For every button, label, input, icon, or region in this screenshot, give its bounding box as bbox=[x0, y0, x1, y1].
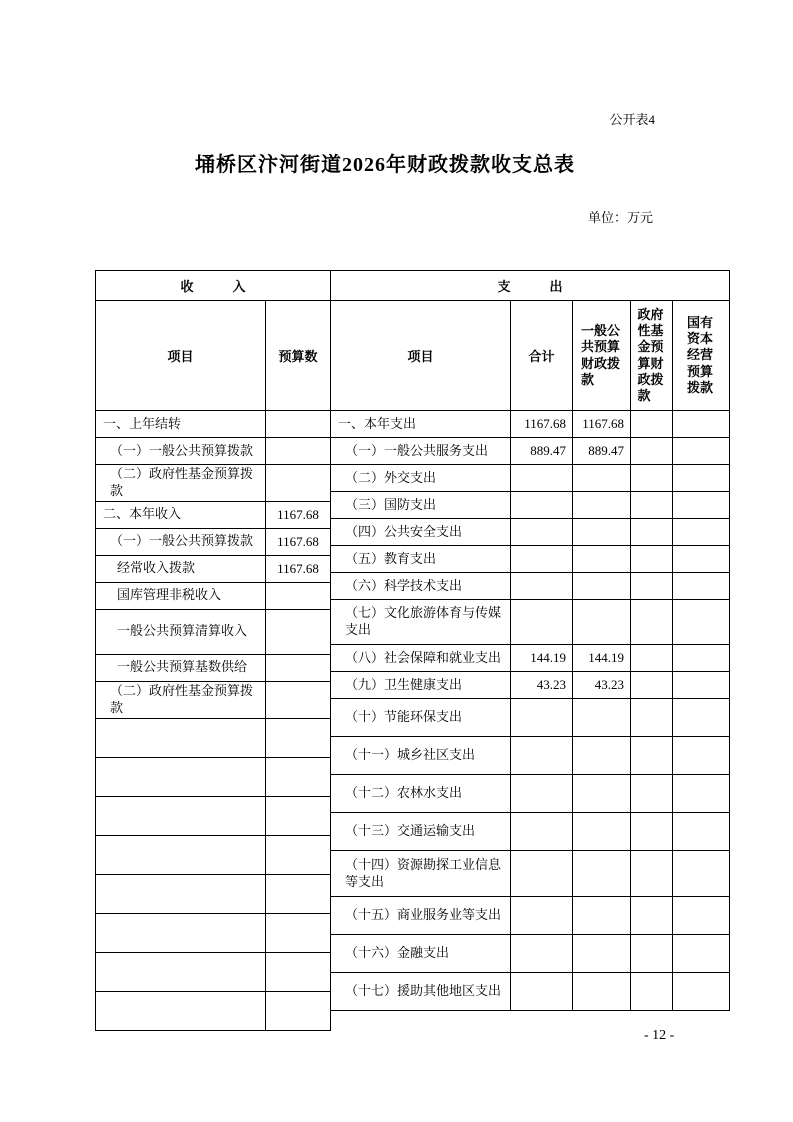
table-row bbox=[96, 681, 331, 718]
income-item-cell: （一）一般公共预算拨款 bbox=[96, 528, 266, 555]
expense-capital-cell bbox=[673, 737, 730, 775]
expense-general-cell bbox=[573, 737, 631, 775]
table-row bbox=[96, 654, 331, 681]
expense-item-cell: （十五）商业服务业等支出 bbox=[331, 897, 511, 935]
expense-total-cell bbox=[511, 699, 573, 737]
expense-fund-cell bbox=[631, 973, 673, 1011]
income-item-cell: 二、本年收入 bbox=[96, 501, 266, 528]
expense-general-cell bbox=[573, 465, 631, 492]
expense-capital-cell bbox=[673, 600, 730, 645]
expense-general-cell bbox=[573, 775, 631, 813]
table-row bbox=[331, 411, 730, 438]
expense-general-cell: 43.23 bbox=[573, 672, 631, 699]
expense-capital-cell bbox=[673, 973, 730, 1011]
table-row bbox=[96, 796, 331, 835]
expense-column-header-row bbox=[331, 301, 730, 411]
expense-general-cell bbox=[573, 699, 631, 737]
expense-section bbox=[330, 270, 730, 1011]
table-row bbox=[331, 600, 730, 645]
expense-fund-cell bbox=[631, 935, 673, 973]
expense-fund-cell bbox=[631, 573, 673, 600]
budget-table bbox=[95, 270, 730, 1031]
expense-general-cell bbox=[573, 813, 631, 851]
income-item-cell: （一）一般公共预算拨款 bbox=[96, 438, 266, 465]
expense-general-cell bbox=[573, 600, 631, 645]
expense-item-cell: （十六）金融支出 bbox=[331, 935, 511, 973]
expense-general-cell bbox=[573, 935, 631, 973]
expense-total-cell bbox=[511, 573, 573, 600]
income-item-cell bbox=[96, 991, 266, 1030]
table-row bbox=[96, 874, 331, 913]
table-row bbox=[96, 757, 331, 796]
expense-fund-col-header bbox=[631, 301, 673, 411]
expense-fund-cell bbox=[631, 897, 673, 935]
income-item-cell bbox=[96, 874, 266, 913]
expense-fund-cell bbox=[631, 465, 673, 492]
table-row bbox=[331, 737, 730, 775]
expense-capital-cell bbox=[673, 672, 730, 699]
table-row bbox=[331, 519, 730, 546]
expense-item-cell: （七）文化旅游体育与传媒支出 bbox=[331, 600, 511, 645]
income-budget-cell bbox=[266, 757, 331, 796]
expense-item-cell: （四）公共安全支出 bbox=[331, 519, 511, 546]
income-budget-cell: 1167.68 bbox=[266, 528, 331, 555]
income-budget-cell bbox=[266, 718, 331, 757]
expense-item-cell: （九）卫生健康支出 bbox=[331, 672, 511, 699]
expense-capital-cell bbox=[673, 465, 730, 492]
income-budget-cell bbox=[266, 874, 331, 913]
expense-total-cell bbox=[511, 465, 573, 492]
expense-item-cell: （二）外交支出 bbox=[331, 465, 511, 492]
expense-general-cell: 144.19 bbox=[573, 645, 631, 672]
expense-total-cell bbox=[511, 519, 573, 546]
income-column-header-row bbox=[96, 301, 331, 411]
expense-fund-cell bbox=[631, 672, 673, 699]
expense-capital-cell bbox=[673, 573, 730, 600]
income-item-cell bbox=[96, 796, 266, 835]
table-row bbox=[331, 935, 730, 973]
expense-general-cell: 889.47 bbox=[573, 438, 631, 465]
table-row bbox=[331, 573, 730, 600]
expense-fund-cell bbox=[631, 519, 673, 546]
income-item-cell: （二）政府性基金预算拨款 bbox=[96, 681, 266, 718]
table-row bbox=[331, 465, 730, 492]
table-row bbox=[331, 813, 730, 851]
expense-item-cell: （一）一般公共服务支出 bbox=[331, 438, 511, 465]
income-budget-cell bbox=[266, 913, 331, 952]
expense-total-cell bbox=[511, 973, 573, 1011]
expense-capital-cell bbox=[673, 699, 730, 737]
expense-fund-cell bbox=[631, 851, 673, 897]
expense-general-cell bbox=[573, 897, 631, 935]
income-header: 收 入 bbox=[96, 271, 331, 301]
income-section-header-row bbox=[96, 271, 331, 301]
table-row bbox=[331, 897, 730, 935]
expense-general-cell bbox=[573, 492, 631, 519]
expense-item-cell: （十）节能环保支出 bbox=[331, 699, 511, 737]
expense-fund-cell bbox=[631, 645, 673, 672]
expense-total-cell: 43.23 bbox=[511, 672, 573, 699]
page-number: - 12 - bbox=[644, 1028, 675, 1043]
expense-total-cell bbox=[511, 775, 573, 813]
expense-capital-cell bbox=[673, 851, 730, 897]
expense-total-cell bbox=[511, 600, 573, 645]
income-budget-cell bbox=[266, 835, 331, 874]
income-budget-cell bbox=[266, 681, 331, 718]
income-item-cell: 一般公共预算清算收入 bbox=[96, 609, 266, 654]
expense-capital-cell bbox=[673, 775, 730, 813]
expense-fund-cell bbox=[631, 546, 673, 573]
page-title: 埇桥区汴河街道2026年财政拨款收支总表 bbox=[195, 154, 575, 176]
table-row bbox=[331, 775, 730, 813]
expense-total-cell: 889.47 bbox=[511, 438, 573, 465]
expense-capital-col-header bbox=[673, 301, 730, 411]
expense-item-cell: （三）国防支出 bbox=[331, 492, 511, 519]
expense-section-header-row bbox=[331, 271, 730, 301]
table-row bbox=[331, 699, 730, 737]
income-budget-cell bbox=[266, 796, 331, 835]
income-item-cell: （二）政府性基金预算拨款 bbox=[96, 465, 266, 502]
expense-total-cell bbox=[511, 737, 573, 775]
income-item-col-header: 项目 bbox=[96, 301, 266, 411]
expense-item-col-header: 项目 bbox=[331, 301, 511, 411]
expense-capital-cell bbox=[673, 438, 730, 465]
expense-capital-cell bbox=[673, 411, 730, 438]
expense-general-cell bbox=[573, 546, 631, 573]
expense-total-cell bbox=[511, 851, 573, 897]
table-row bbox=[331, 438, 730, 465]
expense-total-cell bbox=[511, 935, 573, 973]
expense-fund-cell bbox=[631, 699, 673, 737]
table-row bbox=[331, 973, 730, 1011]
table-row bbox=[96, 582, 331, 609]
table-row bbox=[331, 851, 730, 897]
expense-item-cell: （六）科学技术支出 bbox=[331, 573, 511, 600]
expense-capital-cell bbox=[673, 813, 730, 851]
income-budget-cell bbox=[266, 438, 331, 465]
table-row bbox=[96, 411, 331, 438]
income-budget-cell: 1167.68 bbox=[266, 501, 331, 528]
income-item-cell bbox=[96, 835, 266, 874]
income-item-cell: 一、上年结转 bbox=[96, 411, 266, 438]
income-budget-cell bbox=[266, 465, 331, 502]
expense-capital-col-label: 国有资本经营预算拨款 bbox=[687, 314, 714, 395]
income-item-cell bbox=[96, 913, 266, 952]
expense-capital-cell bbox=[673, 546, 730, 573]
table-row bbox=[96, 952, 331, 991]
expense-total-cell: 1167.68 bbox=[511, 411, 573, 438]
table-row bbox=[96, 913, 331, 952]
table-row bbox=[96, 501, 331, 528]
table-row bbox=[96, 835, 331, 874]
income-item-cell bbox=[96, 757, 266, 796]
table-row bbox=[96, 718, 331, 757]
income-budget-cell bbox=[266, 654, 331, 681]
table-row bbox=[331, 645, 730, 672]
table-row bbox=[96, 465, 331, 502]
table-row bbox=[331, 546, 730, 573]
income-item-cell bbox=[96, 718, 266, 757]
income-budget-cell bbox=[266, 991, 331, 1030]
table-row bbox=[96, 609, 331, 654]
expense-general-cell bbox=[573, 851, 631, 897]
income-budget-cell bbox=[266, 609, 331, 654]
expense-capital-cell bbox=[673, 935, 730, 973]
expense-capital-cell bbox=[673, 519, 730, 546]
expense-item-cell: （十三）交通运输支出 bbox=[331, 813, 511, 851]
income-item-cell: 经常收入拨款 bbox=[96, 555, 266, 582]
expense-total-col-header: 合计 bbox=[511, 301, 573, 411]
expense-total-cell bbox=[511, 897, 573, 935]
expense-fund-cell bbox=[631, 813, 673, 851]
income-item-cell: 一般公共预算基数供给 bbox=[96, 654, 266, 681]
expense-fund-cell bbox=[631, 438, 673, 465]
expense-general-cell bbox=[573, 519, 631, 546]
expense-capital-cell bbox=[673, 492, 730, 519]
table-row bbox=[331, 492, 730, 519]
table-row bbox=[96, 555, 331, 582]
expense-capital-cell bbox=[673, 897, 730, 935]
income-section bbox=[95, 270, 331, 1031]
expense-capital-cell bbox=[673, 645, 730, 672]
unit-label: 单位：万元 bbox=[588, 210, 654, 225]
expense-fund-cell bbox=[631, 775, 673, 813]
expense-general-cell bbox=[573, 573, 631, 600]
income-budget-cell bbox=[266, 582, 331, 609]
expense-item-cell: （八）社会保障和就业支出 bbox=[331, 645, 511, 672]
expense-total-cell: 144.19 bbox=[511, 645, 573, 672]
expense-general-col-label: 一般公共预算财政拨款 bbox=[581, 323, 621, 387]
expense-item-cell: （十一）城乡社区支出 bbox=[331, 737, 511, 775]
corner-label: 公开表4 bbox=[609, 112, 655, 127]
expense-header: 支 出 bbox=[331, 271, 730, 301]
expense-item-cell: 一、本年支出 bbox=[331, 411, 511, 438]
expense-fund-cell bbox=[631, 411, 673, 438]
table-row bbox=[96, 991, 331, 1030]
income-item-cell bbox=[96, 952, 266, 991]
table-row bbox=[96, 438, 331, 465]
table-row bbox=[96, 528, 331, 555]
expense-total-cell bbox=[511, 813, 573, 851]
income-item-cell: 国库管理非税收入 bbox=[96, 582, 266, 609]
expense-fund-cell bbox=[631, 492, 673, 519]
income-budget-cell: 1167.68 bbox=[266, 555, 331, 582]
income-budget-cell bbox=[266, 411, 331, 438]
expense-total-cell bbox=[511, 492, 573, 519]
expense-item-cell: （五）教育支出 bbox=[331, 546, 511, 573]
expense-fund-col-label: 政府性基金预算财政拨款 bbox=[637, 306, 664, 403]
table-row bbox=[331, 672, 730, 699]
expense-general-cell: 1167.68 bbox=[573, 411, 631, 438]
expense-total-cell bbox=[511, 546, 573, 573]
expense-fund-cell bbox=[631, 737, 673, 775]
expense-item-cell: （十四）资源勘探工业信息等支出 bbox=[331, 851, 511, 897]
expense-general-cell bbox=[573, 973, 631, 1011]
expense-fund-cell bbox=[631, 600, 673, 645]
expense-general-col-header bbox=[573, 301, 631, 411]
income-budget-cell bbox=[266, 952, 331, 991]
expense-item-cell: （十二）农林水支出 bbox=[331, 775, 511, 813]
expense-item-cell: （十七）援助其他地区支出 bbox=[331, 973, 511, 1011]
income-budget-col-header: 预算数 bbox=[266, 301, 331, 411]
